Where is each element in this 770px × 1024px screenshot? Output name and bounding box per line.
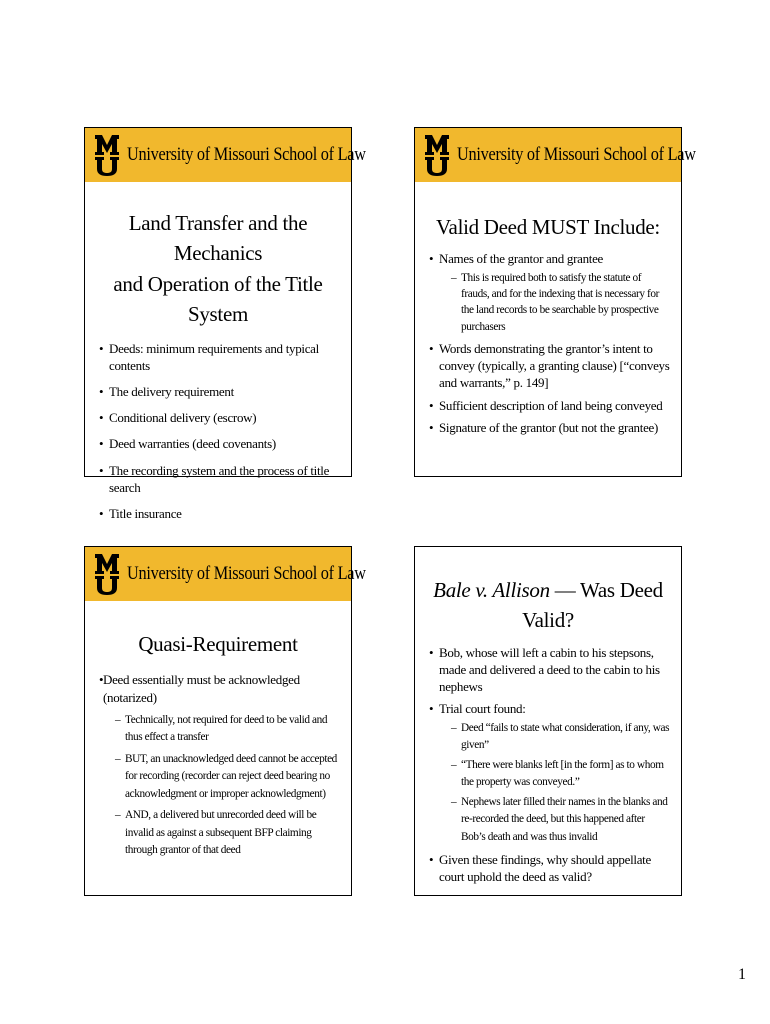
- sub-bullet: – Technically, not required for deed to be valid and thus effect a transfer: [103, 712, 337, 747]
- page-number: 1: [738, 966, 746, 983]
- mu-logo-icon: [94, 133, 120, 177]
- bullet: • Words demonstrating the grantor’s intent to convey (typically, a granting clause) [“conveys and warrants,” p. 149]: [415, 340, 671, 391]
- bullet: • Deeds: minimum requirements and typical contents: [85, 340, 351, 374]
- bullet: • Deed essentially must be acknowledged (notarized) – Technically, not required for deed to be valid and thus effect a transfer – BUT, an unacknowledged deed cannot be accepted for recording (recorder can reject deed bearing no acknowledgment or improper acknowledgment) – AND, a delivered but unrecorded deed will be invalid as against a subsequent BFP claiming through grantor of that deed: [85, 671, 337, 859]
- sub-bullet: – AND, a delivered but unrecorded deed will be invalid as against a subsequent BFP claiming through grantor of that deed: [103, 807, 337, 860]
- bullet: • Trial court found: – Deed “fails to state what consideration, if any, was given” – “There were blanks left [in the form] as to whom the property was conveyed.” – Nephews later filled their names in the blanks and re-recorded the deed, but this happened after Bob’s death and was thus invalid: [415, 700, 671, 846]
- bullet: • Title insurance: [85, 505, 351, 522]
- bullet: • The recording system and the process of title search: [85, 462, 351, 496]
- slide-2: [414, 127, 696, 477]
- bullet: • The delivery requirement: [85, 383, 351, 400]
- slide-title: Quasi-Requirement: [138, 632, 298, 656]
- mu-logo-icon: [94, 552, 120, 596]
- bullet: • Names of the grantor and grantee – This is required both to satisfy the statute of frauds, and for the indexing that is necessary for the land records to be searchable by prospective purchasers: [415, 250, 671, 335]
- slide-title: Bale v. Allison — Was Deed Valid?: [433, 578, 663, 633]
- bullet: • Given these findings, why should appellate court uphold the deed as valid?: [415, 851, 671, 885]
- sub-bullet: – Deed “fails to state what consideration, if any, was given”: [439, 720, 671, 755]
- slide-1: [84, 127, 366, 521]
- slide-4: [414, 546, 682, 896]
- bullet: • Sufficient description of land being conveyed: [415, 397, 671, 414]
- sub-bullet: – This is required both to satisfy the statute of frauds, and for the indexing that is necessary for the land records to be searchable by prospective purchasers: [439, 270, 671, 336]
- slide-3: [84, 546, 366, 896]
- header-bar: [85, 128, 366, 182]
- slide-title: Valid Deed MUST Include:: [436, 215, 660, 239]
- school-name: University of Missouri School of Law: [127, 564, 366, 584]
- mu-logo-icon: [424, 133, 450, 177]
- sub-bullet: – Nephews later filled their names in the blanks and re-recorded the deed, but this happened after Bob’s death and was thus invalid: [439, 794, 671, 847]
- school-name: University of Missouri School of Law: [127, 145, 366, 165]
- school-name: University of Missouri School of Law: [457, 145, 696, 165]
- slide-title: Land Transfer and the Mechanics and Operation of the Title System: [113, 211, 323, 327]
- sub-bullet: – “There were blanks left [in the form] as to whom the property was conveyed.”: [439, 757, 671, 792]
- header-bar: [85, 547, 366, 601]
- bullet: • Bob, whose will left a cabin to his stepsons, made and delivered a deed to the cabin to his nephews: [415, 644, 671, 695]
- bullet: • Deed warranties (deed covenants): [85, 435, 351, 452]
- sub-bullet: – BUT, an unacknowledged deed cannot be accepted for recording (recorder can reject deed bearing no acknowledgment or improper acknowledgment): [103, 751, 337, 804]
- bullet: • Conditional delivery (escrow): [85, 409, 351, 426]
- bullet: • Signature of the grantor (but not the grantee): [415, 419, 671, 436]
- header-bar: [415, 128, 696, 182]
